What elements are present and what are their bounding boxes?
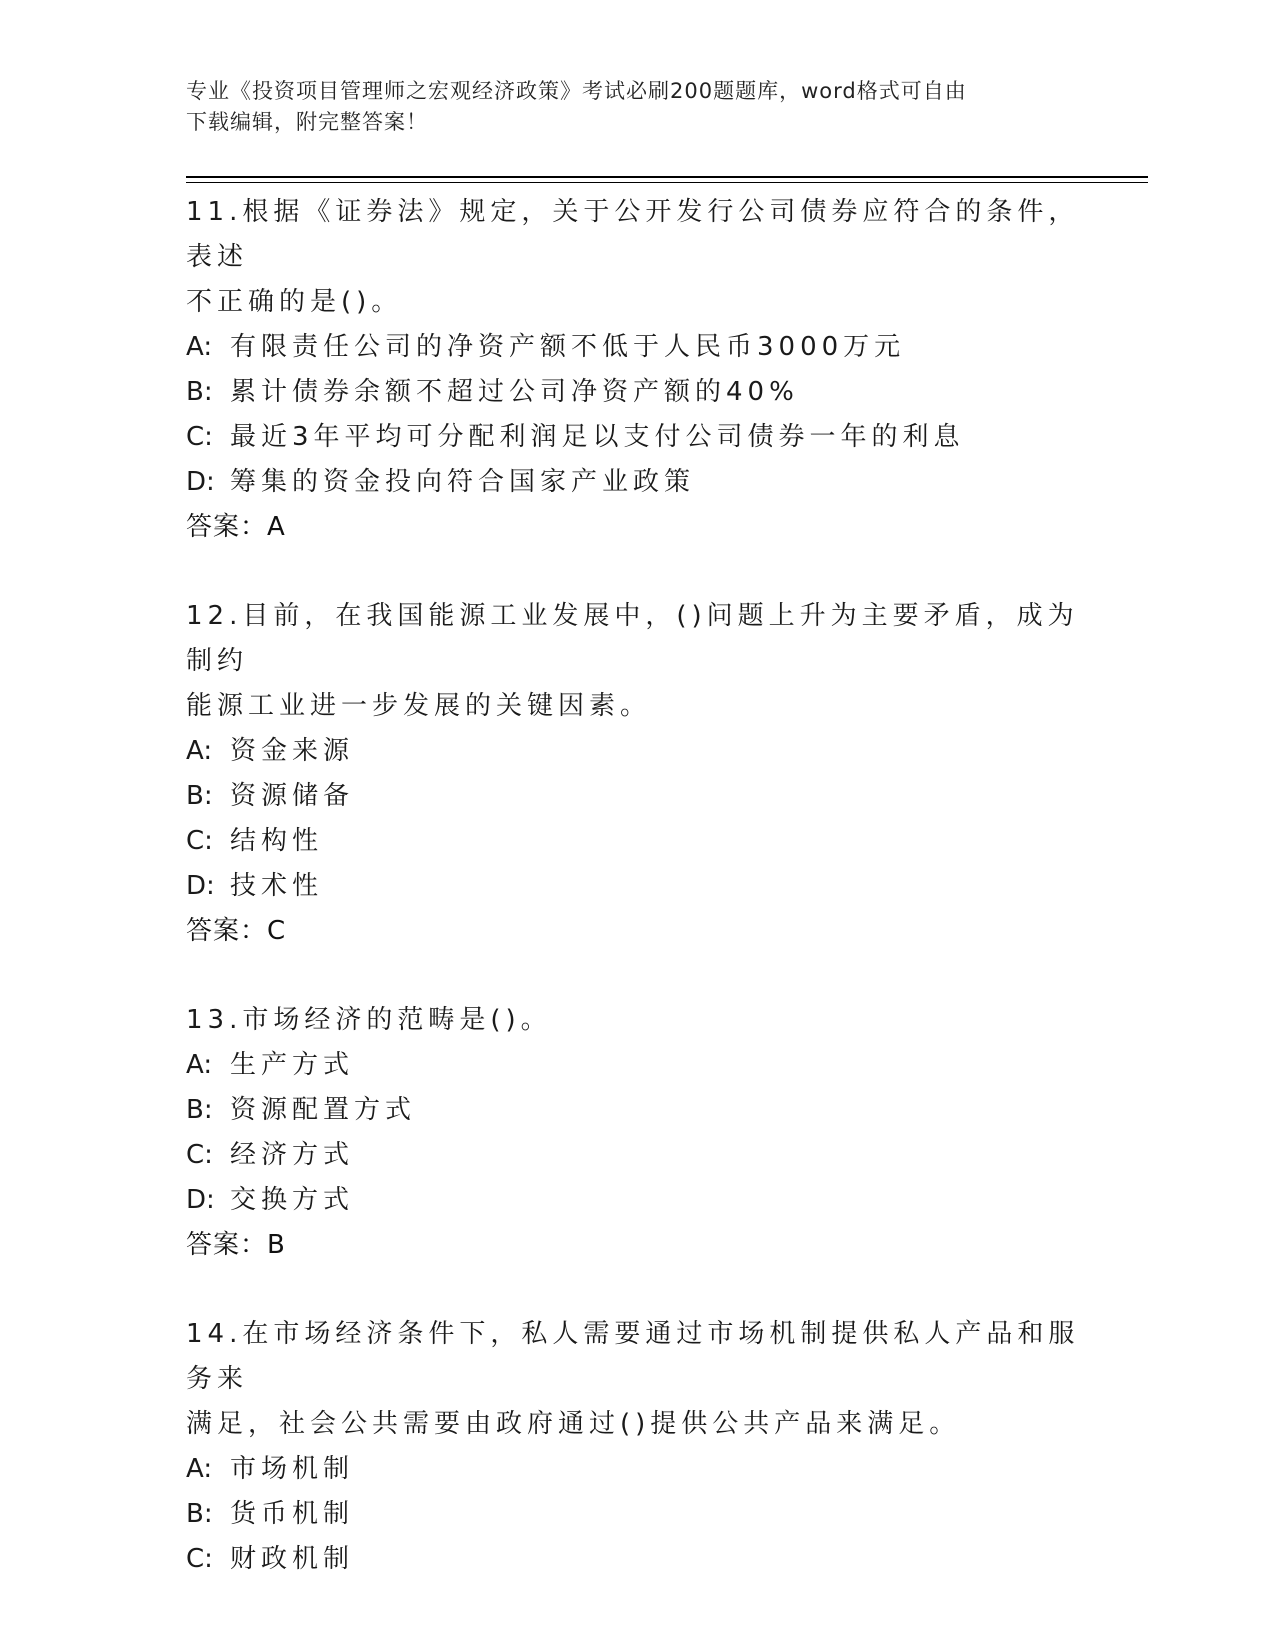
question-stem-line-1: 12.目前，在我国能源工业发展中，()问题上升为主要矛盾，成为制约	[186, 601, 1079, 676]
option-letter: A:	[186, 736, 213, 766]
option-text: 经济方式	[230, 1140, 355, 1170]
question-list	[186, 190, 1086, 1626]
option-text: 资源配置方式	[230, 1095, 417, 1125]
question-stem-line-1: 14.在市场经济条件下，私人需要通过市场机制提供私人产品和服务来	[186, 1319, 1080, 1394]
header-line-1: 专业《投资项目管理师之宏观经济政策》考试必刷200题题库，word格式可自由	[186, 79, 967, 103]
header-divider-thin	[186, 182, 1148, 183]
option-text: 技术性	[230, 871, 324, 901]
option-text: 结构性	[230, 826, 324, 856]
option-letter: B:	[186, 781, 213, 811]
question-stem-line-2: 能源工业进一步发展的关键因素。	[186, 691, 652, 721]
option-letter: B:	[186, 1499, 213, 1529]
option-text: 市场机制	[230, 1454, 355, 1484]
option-text: 累计债券余额不超过公司净资产额的40%	[230, 377, 799, 407]
option-letter: A:	[186, 332, 213, 362]
option-d	[186, 1178, 1086, 1223]
answer-line: 答案：A	[186, 512, 286, 542]
option-a	[186, 1043, 1086, 1088]
option-d	[186, 864, 1086, 909]
question-stem-line-2: 满足，社会公共需要由政府通过()提供公共产品来满足。	[186, 1409, 961, 1439]
option-letter: B:	[186, 1095, 213, 1125]
option-letter: C:	[186, 1544, 213, 1574]
option-d	[186, 460, 1086, 505]
option-a	[186, 325, 1086, 370]
option-letter: D:	[186, 1185, 215, 1215]
option-text: 货币机制	[230, 1499, 355, 1529]
option-letter: C:	[186, 1140, 213, 1170]
question-13	[186, 998, 1086, 1268]
option-c	[186, 1133, 1086, 1178]
question-14	[186, 1312, 1086, 1582]
option-text: 交换方式	[230, 1185, 355, 1215]
option-b	[186, 1492, 1086, 1537]
option-text: 筹集的资金投向符合国家产业政策	[230, 467, 696, 497]
question-stem-line-2: 不正确的是()。	[186, 287, 403, 317]
option-letter: A:	[186, 1050, 213, 1080]
option-c	[186, 819, 1086, 864]
option-letter: B:	[186, 377, 213, 407]
option-a	[186, 1447, 1086, 1492]
option-letter: A:	[186, 1454, 213, 1484]
question-stem-line-1: 11.根据《证券法》规定，关于公开发行公司债券应符合的条件，表述	[186, 197, 1080, 272]
option-text: 财政机制	[230, 1544, 355, 1574]
option-b	[186, 1088, 1086, 1133]
question-11	[186, 190, 1086, 550]
option-letter: C:	[186, 826, 213, 856]
option-c	[186, 415, 1086, 460]
option-b	[186, 774, 1086, 819]
option-text: 生产方式	[230, 1050, 355, 1080]
answer-line: 答案：C	[186, 916, 287, 946]
option-a	[186, 729, 1086, 774]
option-c	[186, 1537, 1086, 1582]
option-text: 资源储备	[230, 781, 355, 811]
option-text: 资金来源	[230, 736, 355, 766]
header-divider-thick	[186, 176, 1148, 178]
question-12	[186, 594, 1086, 954]
option-b	[186, 370, 1086, 415]
option-letter: C:	[186, 422, 213, 452]
document-header	[186, 76, 1066, 138]
option-text: 有限责任公司的净资产额不低于人民币3000万元	[230, 332, 906, 362]
option-text: 最近3年平均可分配利润足以支付公司债券一年的利息	[230, 422, 965, 452]
header-line-2: 下载编辑，附完整答案！	[186, 110, 428, 134]
question-stem-line-1: 13.市场经济的范畴是()。	[186, 1005, 552, 1035]
answer-line: 答案：B	[186, 1230, 286, 1260]
option-letter: D:	[186, 467, 215, 497]
option-letter: D:	[186, 871, 215, 901]
